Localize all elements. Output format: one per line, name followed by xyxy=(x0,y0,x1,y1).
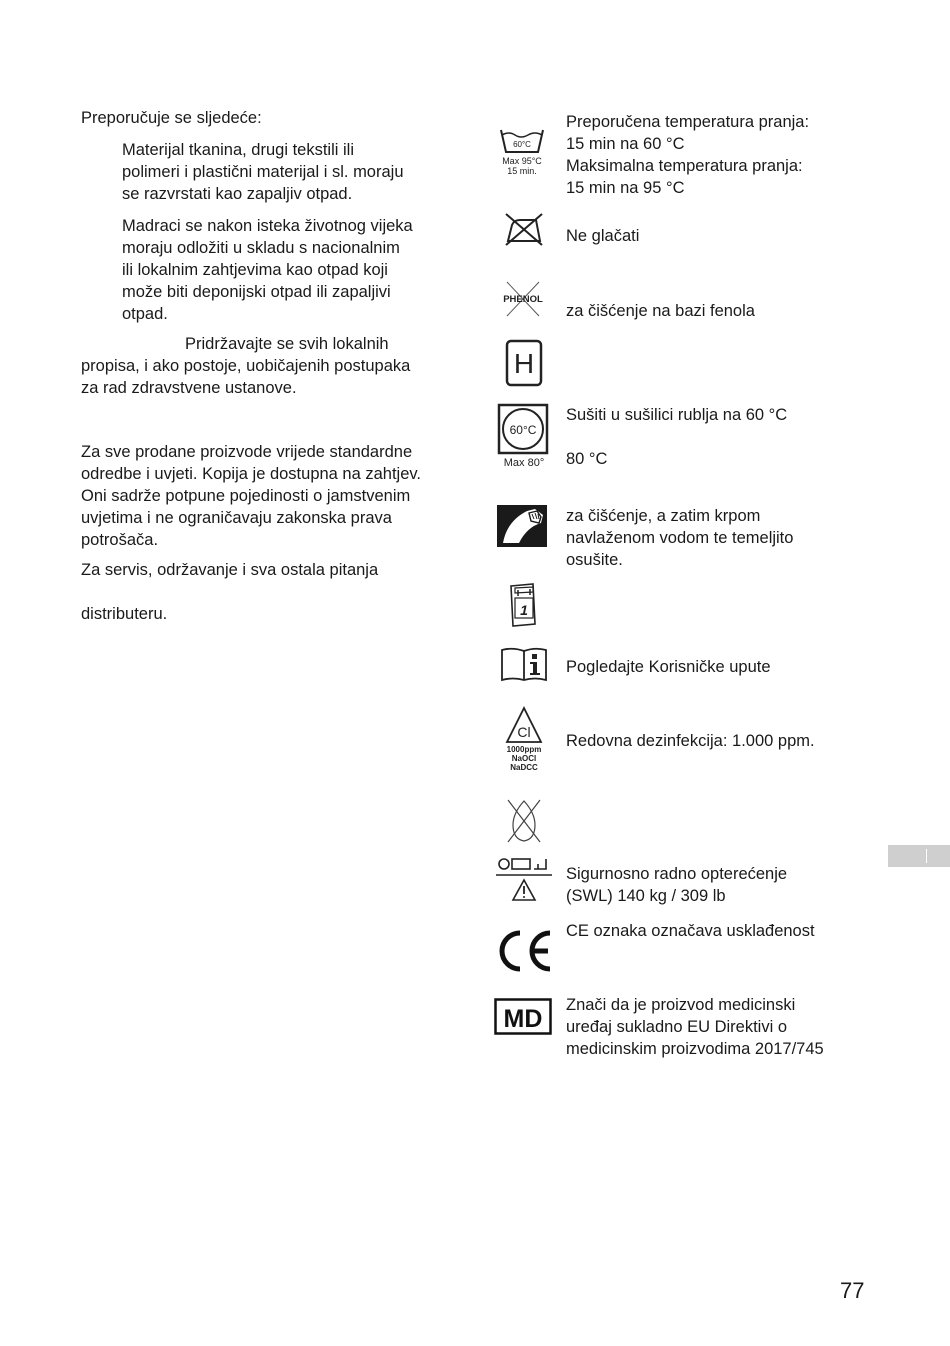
chlorine-nadcc-label: NaDCC xyxy=(510,763,538,772)
chlorine-naocl-label: NaOCl xyxy=(511,754,537,763)
disinfection-text: Redovna dezinfekcija: 1.000 ppm. xyxy=(566,732,815,750)
dry-max-label: Max 80° xyxy=(503,457,545,469)
disposal-item-textiles: Materijal tkanina, drugi tekstili ili polimeri i plastični materijal i sl. moraju se razvrstati kao zapaljiv otpad. xyxy=(122,141,404,203)
page-number: 77 xyxy=(840,1278,865,1303)
safe-working-load-icon xyxy=(494,856,554,906)
distributor-text: distributeru. xyxy=(81,605,168,623)
wash-max-label: Max 95°C xyxy=(502,156,542,166)
info-manual-icon xyxy=(499,645,549,683)
tumble-dry-max-text: 80 °C xyxy=(566,450,608,468)
wash-time-label: 15 min. xyxy=(507,166,537,176)
section-tab-marker xyxy=(888,845,950,867)
ce-mark-text: CE oznaka označava usklađenost xyxy=(566,922,815,940)
wash-temperature-text: Preporučena temperatura pranja: 15 min na 60 °C Maksimalna temperatura pranja: 15 min na 95 °C xyxy=(566,113,810,197)
ce-mark-icon xyxy=(494,928,554,974)
local-regulations-note: Pridržavajte se svih lokalnih propisa, i ako postoje, uobičajenih postupaka za rad zdravstvene ustanove. xyxy=(81,335,411,397)
hospital-icon xyxy=(505,339,543,387)
wash-tub-icon xyxy=(497,126,547,180)
no-ironing-icon xyxy=(502,211,546,247)
chlorine-disinfection-icon xyxy=(501,704,547,774)
wipe-clean-text: za čišćenje, a zatim krpom navlaženom vodom te temeljito osušite. xyxy=(566,507,794,569)
wipe-clean-icon xyxy=(497,505,547,547)
service-text: Za servis, održavanje i sva ostala pitanja xyxy=(81,561,379,579)
phenol-text: za čišćenje na bazi fenola xyxy=(566,302,755,320)
medical-device-icon xyxy=(494,998,552,1036)
chlorine-symbol: Cl xyxy=(517,724,531,740)
safe-working-load-text: Sigurnosno radno opterećenje (SWL) 140 kg / 309 lb xyxy=(566,865,788,905)
manual-page-icon xyxy=(505,580,541,628)
warranty-text: Za sve prodane proizvode vrijede standardne odredbe i uvjeti. Kopija je dostupna na zahtjev. Oni sadrže potpune pojedinosti o jamstvenim uvjetima i ne ograničavaju zakonska prava potrošača. xyxy=(81,443,422,549)
chlorine-ppm-label: 1000ppm xyxy=(506,745,542,754)
medical-device-text: Znači da je proizvod medicinski uređaj sukladno EU Direktivi o medicinskim proizvodima 2017/745 xyxy=(566,996,824,1058)
dry-temp-label: 60°C xyxy=(509,423,537,437)
manual-text: Pogledajte Korisničke upute xyxy=(566,658,771,676)
intro-text: Preporučuje se sljedeće: xyxy=(81,109,262,127)
manual-page-number: 1 xyxy=(520,602,528,618)
no-latex-icon xyxy=(505,797,543,845)
phenol-label: PHENOL xyxy=(503,294,543,305)
md-label: MD xyxy=(503,1005,543,1033)
tumble-dry-text: Sušiti u sušilici rublja na 60 °C xyxy=(566,406,788,424)
no-ironing-text: Ne glačati xyxy=(566,227,640,245)
no-phenol-icon xyxy=(499,280,547,318)
hospital-label: H xyxy=(513,348,535,379)
wash-temp-label: 60°C xyxy=(513,140,531,149)
disposal-item-mattress: Madraci se nakon isteka životnog vijeka moraju odložiti u skladu s nacionalnim ili lokalnim zahtjevima kao otpad koji može biti deponijski otpad ili zapaljivi otpad. xyxy=(122,217,413,323)
tumble-dry-icon xyxy=(497,403,551,473)
